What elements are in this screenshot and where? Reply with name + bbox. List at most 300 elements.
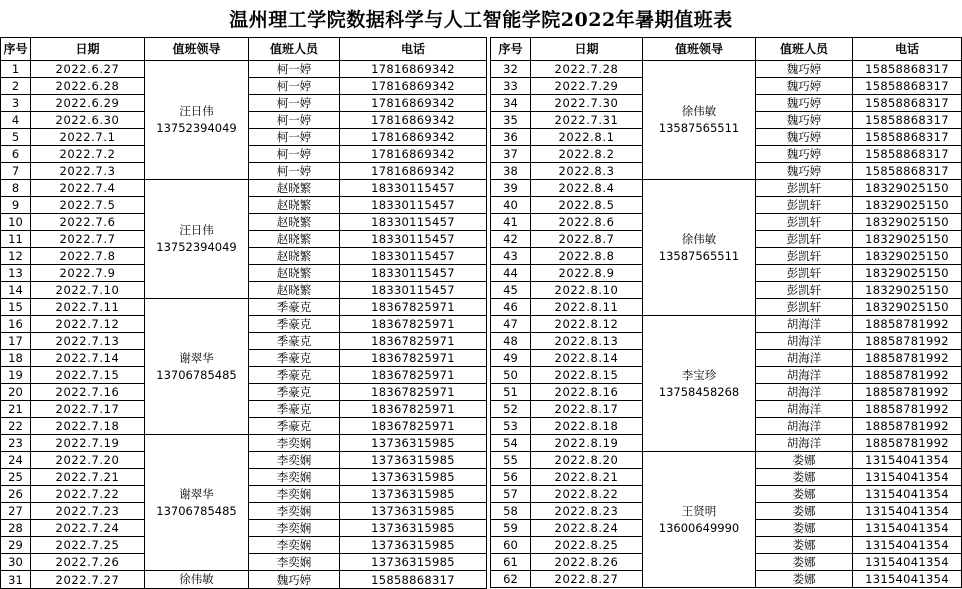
leader-phone: 13587565511 [658, 248, 740, 263]
cell-no[interactable]: 62 [491, 571, 531, 588]
cell-leader[interactable] [643, 316, 756, 452]
cell-no[interactable]: 55 [491, 452, 531, 469]
cell-phone[interactable]: 13154041354 [853, 520, 962, 537]
cell-no[interactable]: 21 [1, 401, 31, 418]
cell-no[interactable]: 47 [491, 316, 531, 333]
cell-staff[interactable]: 季豪克 [249, 316, 340, 333]
header-date[interactable]: 日期 [531, 38, 643, 61]
cell-phone[interactable]: 13154041354 [853, 469, 962, 486]
cell-no[interactable]: 22 [1, 418, 31, 435]
cell-date[interactable]: 2022.8.25 [531, 537, 643, 554]
header-no[interactable]: 序号 [1, 38, 31, 61]
cell-phone[interactable]: 18858781992 [853, 316, 962, 333]
cell-phone[interactable]: 18367825971 [340, 418, 487, 435]
cell-date[interactable]: 2022.8.10 [531, 282, 643, 299]
cell-staff[interactable]: 彭凯轩 [756, 248, 853, 265]
cell-phone[interactable]: 18367825971 [340, 384, 487, 401]
cell-staff[interactable]: 柯一婷 [249, 146, 340, 163]
cell-phone[interactable]: 18330115457 [340, 214, 487, 231]
leader-name: 徐伟敏 [681, 104, 717, 118]
cell-phone[interactable]: 13154041354 [853, 486, 962, 503]
cell-date[interactable]: 2022.8.26 [531, 554, 643, 571]
cell-staff[interactable]: 赵晓繁 [249, 248, 340, 265]
cell-date[interactable]: 2022.7.19 [31, 435, 145, 452]
cell-date[interactable]: 2022.8.5 [531, 197, 643, 214]
cell-phone[interactable]: 13736315985 [340, 435, 487, 452]
cell-phone[interactable]: 13154041354 [853, 537, 962, 554]
cell-no[interactable]: 34 [491, 95, 531, 112]
table-body-right [491, 61, 962, 588]
cell-no[interactable]: 20 [1, 384, 31, 401]
cell-date[interactable]: 2022.8.9 [531, 265, 643, 282]
cell-date[interactable]: 2022.8.18 [531, 418, 643, 435]
cell-no[interactable]: 44 [491, 265, 531, 282]
duty-table-right [490, 37, 962, 588]
cell-date[interactable]: 2022.8.20 [531, 452, 643, 469]
cell-leader[interactable] [145, 435, 249, 571]
cell-staff[interactable]: 李奕娴 [249, 469, 340, 486]
table-row [491, 316, 962, 333]
cell-no[interactable]: 11 [1, 231, 31, 248]
cell-phone[interactable]: 18367825971 [340, 333, 487, 350]
sheet-title: 温州理工学院数据科学与人工智能学院2022年暑期值班表 [229, 9, 733, 31]
cell-staff[interactable]: 季豪克 [249, 418, 340, 435]
table-row [491, 452, 962, 469]
cell-staff[interactable]: 彭凯轩 [756, 231, 853, 248]
cell-date[interactable]: 2022.8.16 [531, 384, 643, 401]
cell-no[interactable]: 45 [491, 282, 531, 299]
cell-no[interactable]: 33 [491, 78, 531, 95]
header-leader[interactable]: 值班领导 [643, 38, 756, 61]
cell-date[interactable]: 2022.8.13 [531, 333, 643, 350]
cell-staff[interactable]: 胡海洋 [756, 435, 853, 452]
cell-date[interactable]: 2022.8.14 [531, 350, 643, 367]
cell-phone[interactable]: 18858781992 [853, 435, 962, 452]
cell-date[interactable]: 2022.7.14 [31, 350, 145, 367]
cell-staff[interactable]: 柯一婷 [249, 78, 340, 95]
cell-date[interactable]: 2022.8.11 [531, 299, 643, 316]
cell-no[interactable]: 50 [491, 367, 531, 384]
table-row [491, 61, 962, 78]
cell-leader[interactable] [643, 452, 756, 588]
cell-no[interactable]: 8 [1, 180, 31, 197]
cell-phone[interactable]: 18330115457 [340, 197, 487, 214]
leader-phone: 13587565511 [658, 121, 740, 135]
cell-staff[interactable]: 胡海洋 [756, 350, 853, 367]
cell-date[interactable]: 2022.6.28 [31, 78, 145, 95]
cell-date[interactable]: 2022.7.11 [31, 299, 145, 316]
cell-staff[interactable]: 魏巧婷 [756, 163, 853, 180]
cell-phone[interactable]: 15858868317 [853, 129, 962, 146]
leader-name: 李宝珍 [681, 367, 717, 382]
cell-phone[interactable]: 17816869342 [340, 146, 487, 163]
cell-date[interactable]: 2022.8.17 [531, 401, 643, 418]
leader-phone: 13706785485 [156, 367, 237, 382]
table-row [1, 435, 487, 452]
cell-no[interactable]: 28 [1, 520, 31, 537]
cell-phone[interactable]: 13154041354 [853, 503, 962, 520]
cell-no[interactable]: 39 [491, 180, 531, 197]
cell-date[interactable]: 2022.7.2 [31, 146, 145, 163]
cell-no[interactable]: 38 [491, 163, 531, 180]
cell-date[interactable]: 2022.7.10 [31, 282, 145, 299]
cell-staff[interactable]: 柯一婷 [249, 112, 340, 129]
cell-date[interactable]: 2022.7.24 [31, 520, 145, 537]
cell-phone[interactable]: 17816869342 [340, 163, 487, 180]
cell-phone[interactable]: 15858868317 [853, 163, 962, 180]
cell-phone[interactable]: 18367825971 [340, 316, 487, 333]
cell-date[interactable]: 2022.7.15 [31, 367, 145, 384]
cell-date[interactable]: 2022.7.7 [31, 231, 145, 248]
cell-no[interactable]: 18 [1, 350, 31, 367]
cell-staff[interactable]: 胡海洋 [756, 418, 853, 435]
cell-date[interactable]: 2022.6.30 [31, 112, 145, 129]
cell-phone[interactable]: 13736315985 [340, 469, 487, 486]
cell-staff[interactable]: 娄娜 [756, 486, 853, 503]
cell-staff[interactable]: 胡海洋 [756, 367, 853, 384]
cell-staff[interactable]: 娄娜 [756, 571, 853, 588]
cell-leader[interactable] [643, 61, 756, 180]
cell-date[interactable]: 2022.7.13 [31, 333, 145, 350]
cell-staff[interactable]: 赵晓繁 [249, 231, 340, 248]
cell-leader[interactable] [145, 571, 249, 589]
cell-no[interactable]: 23 [1, 435, 31, 452]
cell-phone[interactable]: 15858868317 [853, 61, 962, 78]
cell-phone[interactable]: 13736315985 [340, 554, 487, 571]
cell-date[interactable]: 2022.7.21 [31, 469, 145, 486]
cell-date[interactable]: 2022.7.3 [31, 163, 145, 180]
cell-staff[interactable]: 李奕娴 [249, 537, 340, 554]
cell-staff[interactable]: 娄娜 [756, 537, 853, 554]
cell-no[interactable]: 46 [491, 299, 531, 316]
cell-no[interactable]: 59 [491, 520, 531, 537]
cell-phone[interactable]: 18858781992 [853, 418, 962, 435]
cell-phone[interactable]: 18329025150 [853, 214, 962, 231]
cell-no[interactable]: 54 [491, 435, 531, 452]
header-no[interactable]: 序号 [491, 38, 531, 61]
cell-staff[interactable]: 季豪克 [249, 350, 340, 367]
cell-date[interactable]: 2022.7.31 [531, 112, 643, 129]
cell-staff[interactable]: 娄娜 [756, 503, 853, 520]
cell-no[interactable]: 2 [1, 78, 31, 95]
cell-date[interactable]: 2022.8.1 [531, 129, 643, 146]
cell-date[interactable]: 2022.7.9 [31, 265, 145, 282]
cell-date[interactable]: 2022.8.4 [531, 180, 643, 197]
cell-date[interactable]: 2022.7.1 [31, 129, 145, 146]
cell-date[interactable]: 2022.7.12 [31, 316, 145, 333]
leader-phone: 13752394049 [156, 240, 237, 254]
cell-staff[interactable]: 胡海洋 [756, 316, 853, 333]
cell-no[interactable]: 30 [1, 554, 31, 571]
cell-no[interactable]: 13 [1, 265, 31, 282]
cell-phone[interactable]: 18330115457 [340, 282, 487, 299]
cell-phone[interactable]: 18330115457 [340, 231, 487, 248]
cell-no[interactable]: 12 [1, 248, 31, 265]
leader-name: 谢翠华 [179, 486, 214, 501]
leader-phone: 13600649990 [658, 520, 740, 535]
cell-date[interactable]: 2022.6.27 [31, 61, 145, 78]
cell-no[interactable]: 51 [491, 384, 531, 401]
cell-staff[interactable]: 彭凯轩 [756, 197, 853, 214]
cell-no[interactable]: 58 [491, 503, 531, 520]
duty-table-left [0, 37, 487, 589]
cell-no[interactable]: 61 [491, 554, 531, 571]
cell-phone[interactable]: 18367825971 [340, 367, 487, 384]
cell-staff[interactable]: 柯一婷 [249, 129, 340, 146]
cell-phone[interactable]: 18858781992 [853, 350, 962, 367]
cell-leader[interactable] [643, 180, 756, 316]
header-date[interactable]: 日期 [31, 38, 145, 61]
cell-phone[interactable]: 13736315985 [340, 503, 487, 520]
cell-phone[interactable]: 18858781992 [853, 384, 962, 401]
cell-staff[interactable]: 赵晓繁 [249, 180, 340, 197]
cell-phone[interactable]: 18858781992 [853, 333, 962, 350]
cell-date[interactable]: 2022.7.22 [31, 486, 145, 503]
cell-leader[interactable] [145, 180, 249, 299]
cell-staff[interactable]: 魏巧婷 [756, 112, 853, 129]
cell-phone[interactable]: 13154041354 [853, 452, 962, 469]
leader-phone: 13752394049 [156, 121, 237, 135]
cell-staff[interactable]: 季豪克 [249, 384, 340, 401]
cell-date[interactable]: 2022.8.2 [531, 146, 643, 163]
table-row [1, 571, 487, 589]
cell-no[interactable]: 29 [1, 537, 31, 554]
cell-no[interactable]: 35 [491, 112, 531, 129]
cell-phone[interactable]: 13736315985 [340, 520, 487, 537]
cell-phone[interactable]: 15858868317 [853, 78, 962, 95]
header-phone[interactable]: 电话 [340, 38, 487, 61]
leader-name: 汪日伟 [179, 104, 214, 118]
cell-phone[interactable]: 18330115457 [340, 248, 487, 265]
cell-staff[interactable]: 彭凯轩 [756, 282, 853, 299]
cell-no[interactable]: 4 [1, 112, 31, 129]
cell-phone[interactable]: 15858868317 [853, 112, 962, 129]
cell-no[interactable]: 49 [491, 350, 531, 367]
cell-staff[interactable]: 彭凯轩 [756, 214, 853, 231]
cell-staff[interactable]: 赵晓繁 [249, 265, 340, 282]
cell-phone[interactable]: 18329025150 [853, 265, 962, 282]
cell-staff[interactable]: 胡海洋 [756, 401, 853, 418]
cell-date[interactable]: 2022.7.20 [31, 452, 145, 469]
cell-staff[interactable]: 赵晓繁 [249, 197, 340, 214]
cell-phone[interactable]: 17816869342 [340, 61, 487, 78]
cell-no[interactable]: 7 [1, 163, 31, 180]
cell-phone[interactable]: 17816869342 [340, 95, 487, 112]
cell-phone[interactable]: 13736315985 [340, 486, 487, 503]
cell-staff[interactable]: 娄娜 [756, 469, 853, 486]
cell-staff[interactable]: 彭凯轩 [756, 265, 853, 282]
cell-phone[interactable]: 17816869342 [340, 129, 487, 146]
cell-no[interactable]: 9 [1, 197, 31, 214]
cell-staff[interactable]: 魏巧婷 [249, 571, 340, 589]
cell-no[interactable]: 5 [1, 129, 31, 146]
cell-no[interactable]: 25 [1, 469, 31, 486]
cell-phone[interactable]: 15858868317 [853, 95, 962, 112]
cell-date[interactable]: 2022.7.28 [531, 61, 643, 78]
cell-staff[interactable]: 季豪克 [249, 401, 340, 418]
header-staff[interactable]: 值班人员 [756, 38, 853, 61]
cell-date[interactable]: 2022.8.19 [531, 435, 643, 452]
cell-staff[interactable]: 魏巧婷 [756, 146, 853, 163]
cell-date[interactable]: 2022.8.27 [531, 571, 643, 588]
cell-date[interactable]: 2022.8.15 [531, 367, 643, 384]
cell-leader[interactable] [145, 61, 249, 180]
cell-phone[interactable]: 15858868317 [853, 146, 962, 163]
cell-phone[interactable]: 13154041354 [853, 554, 962, 571]
leader-name: 徐伟敏 [681, 231, 717, 246]
cell-date[interactable]: 2022.7.18 [31, 418, 145, 435]
cell-phone[interactable]: 18367825971 [340, 350, 487, 367]
cell-date[interactable]: 2022.7.26 [31, 554, 145, 571]
cell-staff[interactable]: 赵晓繁 [249, 282, 340, 299]
table-row [491, 180, 962, 197]
leader-name: 谢翠华 [179, 350, 214, 365]
cell-no[interactable]: 15 [1, 299, 31, 316]
header-row [491, 38, 962, 61]
cell-phone[interactable]: 17816869342 [340, 112, 487, 129]
cell-date[interactable]: 2022.8.21 [531, 469, 643, 486]
cell-staff[interactable]: 彭凯轩 [756, 180, 853, 197]
cell-staff[interactable]: 胡海洋 [756, 384, 853, 401]
cell-date[interactable]: 2022.7.6 [31, 214, 145, 231]
cell-date[interactable]: 2022.7.23 [31, 503, 145, 520]
cell-staff[interactable]: 柯一婷 [249, 61, 340, 78]
cell-phone[interactable]: 18329025150 [853, 282, 962, 299]
cell-no[interactable]: 40 [491, 197, 531, 214]
cell-no[interactable]: 57 [491, 486, 531, 503]
cell-no[interactable]: 53 [491, 418, 531, 435]
cell-no[interactable]: 27 [1, 503, 31, 520]
cell-phone[interactable]: 18367825971 [340, 299, 487, 316]
cell-phone[interactable]: 18329025150 [853, 180, 962, 197]
cell-date[interactable]: 2022.7.8 [31, 248, 145, 265]
cell-phone[interactable]: 18858781992 [853, 367, 962, 384]
cell-phone[interactable]: 18330115457 [340, 265, 487, 282]
cell-staff[interactable]: 季豪克 [249, 333, 340, 350]
table-row [1, 61, 487, 78]
cell-no[interactable]: 17 [1, 333, 31, 350]
cell-phone[interactable]: 18329025150 [853, 231, 962, 248]
cell-staff[interactable]: 魏巧婷 [756, 61, 853, 78]
cell-date[interactable]: 2022.8.12 [531, 316, 643, 333]
cell-date[interactable]: 2022.7.16 [31, 384, 145, 401]
cell-date[interactable]: 2022.8.7 [531, 231, 643, 248]
cell-staff[interactable]: 李奕娴 [249, 486, 340, 503]
leader-phone: 13706785485 [156, 503, 237, 518]
cell-date[interactable]: 2022.7.29 [531, 78, 643, 95]
cell-no[interactable]: 3 [1, 95, 31, 112]
table-row [1, 299, 487, 316]
cell-no[interactable]: 37 [491, 146, 531, 163]
leader-name: 徐伟敏 [179, 572, 214, 586]
cell-phone[interactable]: 18329025150 [853, 248, 962, 265]
cell-staff[interactable]: 魏巧婷 [756, 95, 853, 112]
cell-staff[interactable]: 娄娜 [756, 452, 853, 469]
cell-leader[interactable] [145, 299, 249, 435]
cell-phone[interactable]: 13736315985 [340, 452, 487, 469]
cell-no[interactable]: 10 [1, 214, 31, 231]
cell-staff[interactable]: 娄娜 [756, 554, 853, 571]
cell-no[interactable]: 16 [1, 316, 31, 333]
cell-staff[interactable]: 李奕娴 [249, 503, 340, 520]
cell-phone[interactable]: 15858868317 [340, 571, 487, 589]
cell-date[interactable]: 2022.6.29 [31, 95, 145, 112]
table-body-left [1, 61, 487, 589]
cell-no[interactable]: 48 [491, 333, 531, 350]
cell-no[interactable]: 36 [491, 129, 531, 146]
cell-no[interactable]: 26 [1, 486, 31, 503]
cell-staff[interactable]: 李奕娴 [249, 554, 340, 571]
cell-phone[interactable]: 13736315985 [340, 537, 487, 554]
cell-no[interactable]: 56 [491, 469, 531, 486]
cell-staff[interactable]: 彭凯轩 [756, 299, 853, 316]
cell-phone[interactable]: 18329025150 [853, 299, 962, 316]
cell-no[interactable]: 41 [491, 214, 531, 231]
cell-no[interactable]: 52 [491, 401, 531, 418]
cell-phone[interactable]: 17816869342 [340, 78, 487, 95]
cell-staff[interactable]: 李奕娴 [249, 452, 340, 469]
cell-staff[interactable]: 胡海洋 [756, 333, 853, 350]
cell-phone[interactable]: 18329025150 [853, 197, 962, 214]
leader-name: 汪日伟 [179, 223, 214, 237]
leader-phone: 13758458268 [658, 384, 740, 399]
cell-phone[interactable]: 13154041354 [853, 571, 962, 588]
cell-date[interactable]: 2022.8.3 [531, 163, 643, 180]
cell-date[interactable]: 2022.8.24 [531, 520, 643, 537]
cell-staff[interactable]: 娄娜 [756, 520, 853, 537]
cell-no[interactable]: 6 [1, 146, 31, 163]
cell-no[interactable]: 32 [491, 61, 531, 78]
cell-date[interactable]: 2022.7.25 [31, 537, 145, 554]
cell-no[interactable]: 14 [1, 282, 31, 299]
cell-staff[interactable]: 柯一婷 [249, 163, 340, 180]
cell-date[interactable]: 2022.7.27 [31, 571, 145, 589]
cell-date[interactable]: 2022.8.23 [531, 503, 643, 520]
cell-no[interactable]: 19 [1, 367, 31, 384]
cell-staff[interactable]: 李奕娴 [249, 520, 340, 537]
cell-date[interactable]: 2022.7.5 [31, 197, 145, 214]
cell-date[interactable]: 2022.7.30 [531, 95, 643, 112]
cell-no[interactable]: 43 [491, 248, 531, 265]
header-row [1, 38, 487, 61]
cell-no[interactable]: 24 [1, 452, 31, 469]
cell-date[interactable]: 2022.8.22 [531, 486, 643, 503]
cell-phone[interactable]: 18330115457 [340, 180, 487, 197]
leader-name: 王贤明 [681, 503, 717, 518]
cell-staff[interactable]: 季豪克 [249, 367, 340, 384]
header-staff[interactable]: 值班人员 [249, 38, 340, 61]
cell-no[interactable]: 60 [491, 537, 531, 554]
cell-phone[interactable]: 18858781992 [853, 401, 962, 418]
cell-date[interactable]: 2022.7.4 [31, 180, 145, 197]
cell-date[interactable]: 2022.7.17 [31, 401, 145, 418]
cell-no[interactable]: 31 [1, 571, 31, 589]
cell-date[interactable]: 2022.8.6 [531, 214, 643, 231]
cell-no[interactable]: 42 [491, 231, 531, 248]
table-row [1, 180, 487, 197]
cell-staff[interactable]: 魏巧婷 [756, 78, 853, 95]
header-leader[interactable]: 值班领导 [145, 38, 249, 61]
cell-staff[interactable]: 李奕娴 [249, 435, 340, 452]
cell-staff[interactable]: 季豪克 [249, 299, 340, 316]
cell-date[interactable]: 2022.8.8 [531, 248, 643, 265]
header-phone[interactable]: 电话 [853, 38, 962, 61]
cell-no[interactable]: 1 [1, 61, 31, 78]
cell-staff[interactable]: 柯一婷 [249, 95, 340, 112]
cell-staff[interactable]: 魏巧婷 [756, 129, 853, 146]
cell-staff[interactable]: 赵晓繁 [249, 214, 340, 231]
cell-phone[interactable]: 18367825971 [340, 401, 487, 418]
